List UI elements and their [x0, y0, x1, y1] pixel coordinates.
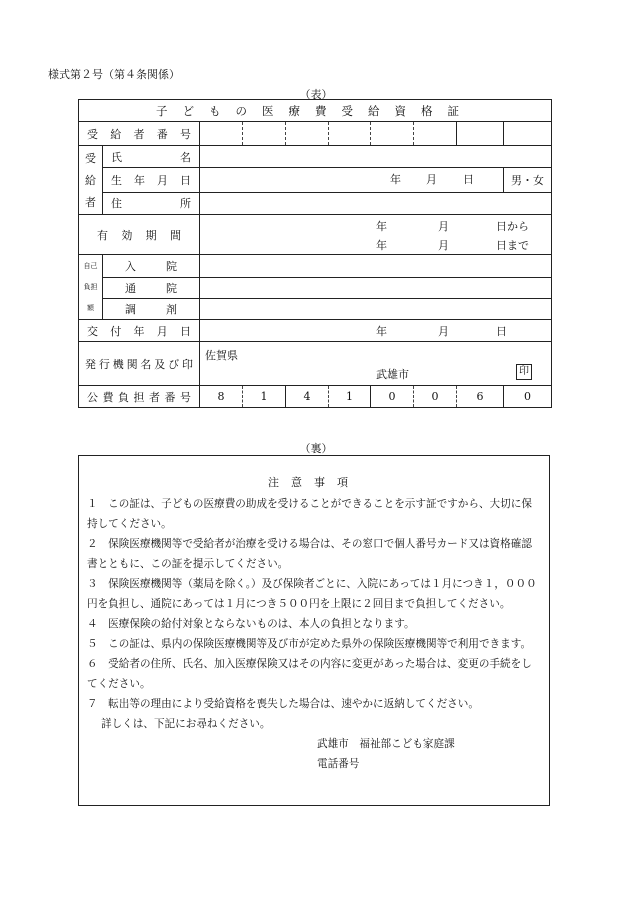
issuer-prefecture: 佐賀県 [205, 349, 238, 362]
public-number-digit: 0 [504, 386, 552, 408]
pharmacy-label: 調剤 [103, 299, 200, 320]
notice-item: ５ この証は、県内の保険医療機関等及び市が定めた県外の保険医療機関等で利用できます。 [87, 638, 532, 650]
contact-phone: 電話番号 [317, 758, 360, 770]
public-number-digit: 6 [457, 386, 504, 408]
valid-from-suffix: 日から [496, 220, 529, 233]
recipient-number-digit[interactable] [243, 122, 286, 146]
notice-item: ４ 医療保険の給付対象とならないものは、本人の負担となります。 [87, 618, 415, 630]
recipient-group-label: 受給者 [79, 146, 103, 215]
month-unit: 月 [438, 239, 449, 252]
contact-office: 武雄市 福祉部こども家庭課 [317, 738, 455, 750]
recipient-number-digit[interactable] [504, 122, 552, 146]
outpatient-label: 通院 [103, 278, 200, 299]
public-number-digit: 0 [371, 386, 414, 408]
address-field[interactable] [200, 192, 552, 214]
public-number-digit: 8 [200, 386, 243, 408]
issuer-city: 武雄市 [376, 368, 409, 381]
public-number-digit: 1 [329, 386, 371, 408]
recipient-number-digit[interactable] [457, 122, 504, 146]
birth-date-label: 生年月日 [103, 168, 200, 192]
back-side-label: （裏） [299, 442, 333, 455]
issue-date-field[interactable] [200, 320, 552, 342]
front-side-label: （表） [299, 88, 333, 101]
name-field[interactable] [200, 146, 552, 168]
notice-title: 注意事項 [268, 476, 360, 489]
recipient-number-label: 受給者番号 [79, 122, 200, 146]
recipient-number-digit[interactable] [371, 122, 414, 146]
inpatient-label: 入院 [103, 255, 200, 278]
month-unit: 月 [438, 220, 449, 233]
pharmacy-field[interactable] [200, 299, 552, 320]
month-unit: 月 [426, 173, 437, 187]
issue-date-label: 交付年月日 [79, 320, 200, 342]
month-unit: 月 [438, 325, 449, 338]
issuer-field [200, 342, 552, 386]
recipient-number-digit[interactable] [329, 122, 371, 146]
day-unit: 日 [496, 325, 507, 338]
name-label: 氏名 [103, 146, 200, 168]
recipient-number-digit[interactable] [286, 122, 329, 146]
inquiry-text: 詳しくは、下記にお尋ねください。 [101, 718, 271, 730]
outpatient-field[interactable] [200, 278, 552, 299]
notice-item: １ この証は、子どもの医療費の助成を受けることができることを示す証ですから、大切に保持してください。 [87, 498, 532, 530]
birth-date-field[interactable] [200, 168, 504, 192]
notice-list [79, 494, 549, 774]
recipient-number-digit[interactable] [200, 122, 243, 146]
year-unit: 年 [376, 325, 387, 338]
valid-until-suffix: 日まで [496, 239, 529, 252]
self-burden-label: 自己 負担 額 [79, 255, 103, 320]
day-unit: 日 [463, 173, 474, 187]
sex-field[interactable]: 男・女 [504, 168, 552, 192]
certificate-back [78, 455, 550, 806]
form-number: 様式第２号（第４条関係） [48, 68, 180, 81]
notice-item: ２ 保険医療機関等で受給者が治療を受ける場合は、その窓口で個人番号カード又は資格確認書とともに、この証を提示してください。 [87, 538, 532, 570]
inpatient-field[interactable] [200, 255, 552, 278]
public-number-label: 公費負担者番号 [79, 386, 200, 408]
public-number-digit: 0 [414, 386, 457, 408]
validity-label: 有効期間 [79, 215, 200, 255]
year-unit: 年 [376, 220, 387, 233]
recipient-number-digit[interactable] [414, 122, 457, 146]
public-number-digit: 4 [286, 386, 329, 408]
year-unit: 年 [390, 173, 401, 187]
notice-item: ３ 保険医療機関等（薬局を除く。）及び保険者ごとに、入院にあっては１月につき１，０００円を負担し、通院にあっては１月につき５００円を上限に２回目まで負担してください。 [87, 578, 537, 610]
notice-item: ７ 転出等の理由により受給資格を喪失した場合は、速やかに返納してください。 [87, 698, 479, 710]
year-unit: 年 [376, 239, 387, 252]
notice-item: ６ 受給者の住所、氏名、加入医療保険又はその内容に変更があった場合は、変更の手続をしてください。 [87, 658, 532, 690]
validity-field[interactable] [200, 215, 552, 255]
certificate-front-table [78, 99, 552, 408]
address-label: 住所 [103, 192, 200, 214]
seal-stamp: 印 [516, 364, 532, 380]
certificate-title: 子どもの医療費受給資格証 [79, 100, 552, 122]
public-number-digit: 1 [243, 386, 286, 408]
issuer-label: 発行機関名及び印 [79, 342, 200, 386]
